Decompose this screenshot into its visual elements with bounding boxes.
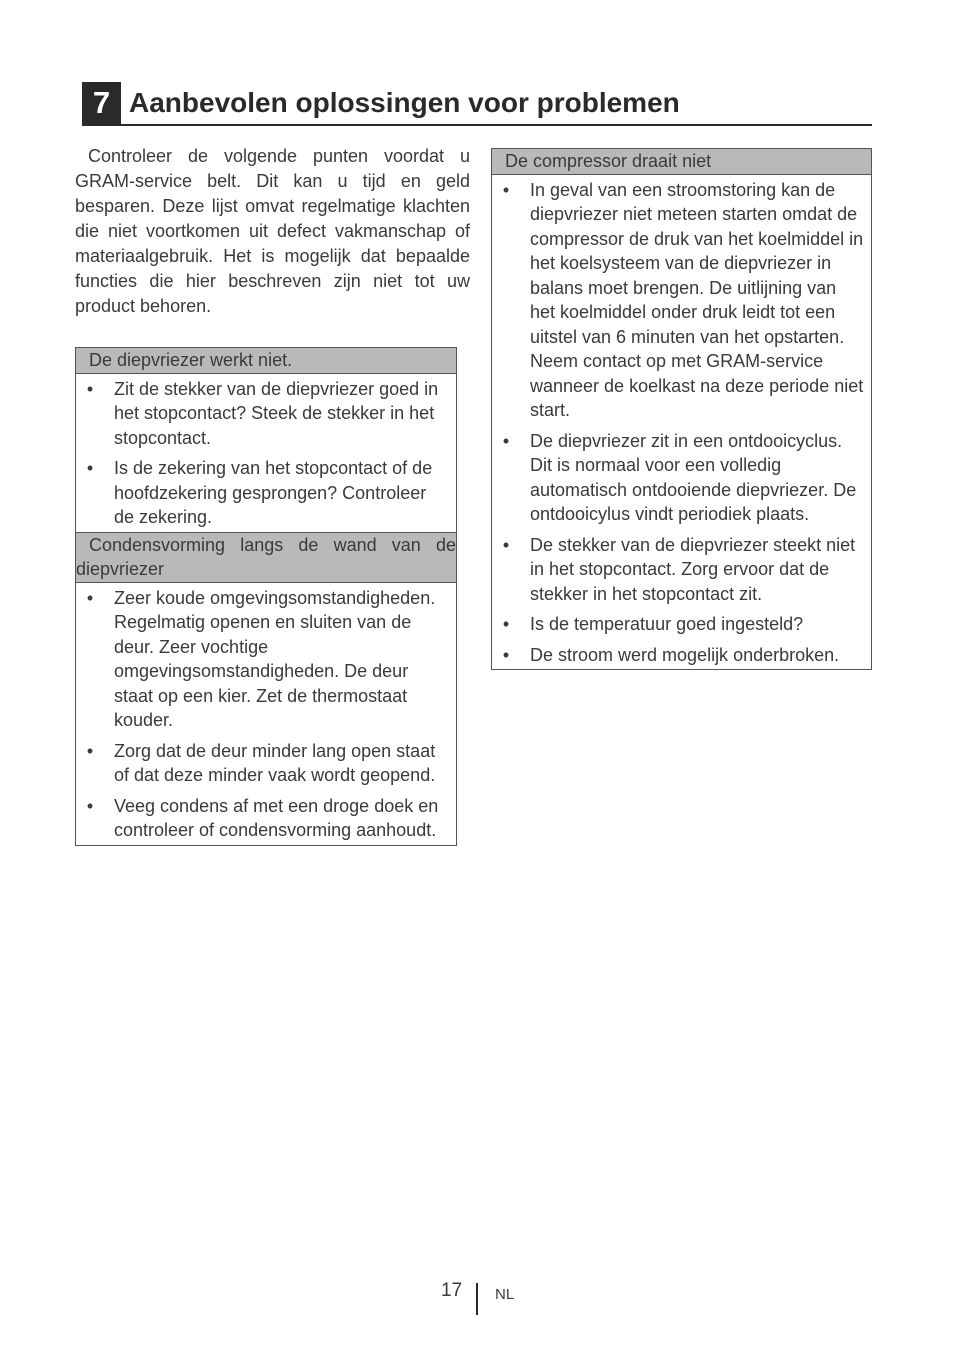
section-body — [76, 373, 457, 532]
list-item — [492, 612, 865, 637]
footer-divider — [476, 1283, 478, 1315]
section-title: Aanbevolen oplossingen voor problemen — [129, 87, 680, 118]
right-troubleshooting-table — [491, 148, 872, 670]
list-item — [492, 533, 865, 607]
bullet-icon: • — [502, 430, 510, 451]
list-item — [492, 429, 865, 527]
section-body — [76, 582, 457, 845]
item-text: Zit de stekker van de diepvriezer goed in het stopcontact? Steek de stekker in het stopcontact. — [114, 378, 439, 448]
section-heading: De compressor draait niet — [492, 149, 872, 175]
bullet-icon: • — [86, 378, 94, 399]
language-code: NL — [495, 1286, 515, 1303]
list-item — [492, 178, 865, 423]
section-number-badge: 7 — [82, 82, 121, 124]
intro-paragraph: Controleer de volgende punten voordat u GRAM-service belt. Dit kan u tijd en geld besparen. Deze lijst omvat regelmatige klachten die niet voortkomen uit defect vakmanschap of materiaalgebruik. Het is mogelijk dat bepaalde functies die hier beschreven zijn niet tot uw product behoren. — [75, 146, 470, 316]
bullet-icon: • — [86, 740, 94, 761]
list-item — [76, 794, 450, 843]
list-item — [76, 739, 450, 788]
list-item — [76, 586, 450, 733]
item-text: Zorg dat de deur minder lang open staat of dat deze minder vaak wordt geopend. — [114, 740, 436, 785]
item-text: In geval van een stroomstoring kan de diepvriezer niet meteen starten omdat de compressor de druk van het koelmiddel in het koelsysteem van de diepvriezer in balans moet brengen. De uitlijning van het koelmiddel onder druk leidt tot een uitstel van 6 minuten van het opstarten. Neem contact op met GRAM-service wanneer de koelkast na deze periode niet start. — [530, 179, 864, 420]
left-troubleshooting-table — [75, 347, 457, 846]
item-text: Is de temperatuur goed ingesteld? — [530, 614, 804, 634]
list-item — [76, 456, 450, 530]
section-title-bar — [82, 82, 872, 126]
bullet-icon: • — [502, 534, 510, 555]
section-heading: De diepvriezer werkt niet. — [76, 348, 457, 374]
item-list — [76, 374, 456, 532]
item-text: De stekker van de diepvriezer steekt niet in het stopcontact. Zorg ervoor dat de stekker in het stopcontact zit. — [530, 534, 856, 604]
section-heading: Condensvorming langs de wand van de diepvriezer — [76, 532, 457, 582]
bullet-icon: • — [86, 587, 94, 608]
list-item — [492, 643, 865, 668]
section-body — [492, 174, 872, 670]
item-text: Is de zekering van het stopcontact of de hoofdzekering gesprongen? Controleer de zekering. — [114, 458, 433, 527]
item-text: De diepvriezer zit in een ontdooicyclus. Dit is normaal voor een volledig automatisch ontdooiende diepvriezer. De ontdooicylus vindt periodiek plaats. — [530, 430, 857, 524]
item-text: De stroom werd mogelijk onderbroken. — [530, 644, 840, 665]
item-text: Veeg condens af met een droge doek en controleer of condensvorming aanhoudt. — [114, 795, 439, 840]
page-number: 17 — [441, 1280, 463, 1301]
bullet-icon: • — [86, 795, 94, 816]
item-text: Zeer koude omgevingsomstandigheden. Regelmatig openen en sluiten van de deur. Zeer vochtige omgevingsomstandigheden. De deur staat op een kier. Zet de thermostaat kouder. — [114, 587, 436, 730]
item-list — [492, 175, 871, 670]
bullet-icon: • — [502, 614, 510, 634]
bullet-icon: • — [502, 179, 510, 200]
bullet-icon: • — [86, 458, 94, 478]
item-list — [76, 583, 456, 845]
bullet-icon: • — [502, 644, 510, 665]
list-item — [76, 377, 450, 451]
